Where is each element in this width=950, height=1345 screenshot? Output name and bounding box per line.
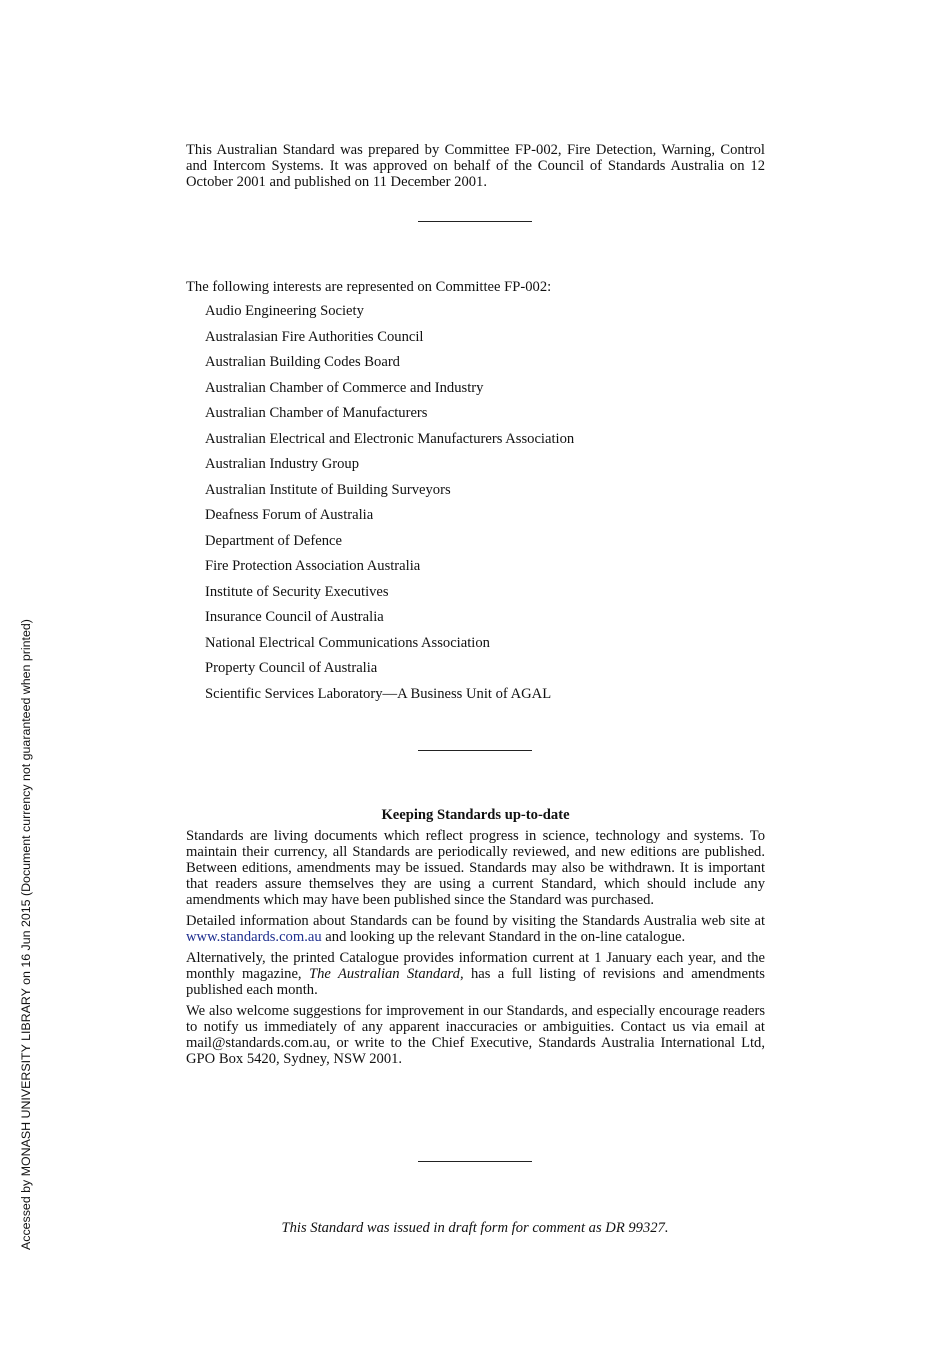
divider-rule: [418, 750, 532, 751]
committee-member: Scientific Services Laboratory—A Business Unit of AGAL: [205, 685, 552, 702]
committee-member: Department of Defence: [205, 532, 342, 549]
section-heading: Keeping Standards up-to-date: [381, 807, 570, 823]
committee-lead: The following interests are represented on Committee FP-002:: [186, 279, 552, 295]
committee-member: Deafness Forum of Australia: [205, 507, 374, 523]
divider-rule: [418, 1161, 532, 1162]
access-note: Accessed by MONASH UNIVERSITY LIBRARY on 16 Jun 2015 (Document currency not guaranteed when printed): [19, 619, 33, 1250]
paragraph-living-documents: Standards are living documents which reflect progress in science, technology and systems. To maintain their currency, all Standards are periodically reviewed, and new editions are published. Between editions, amendments may be issued. Standards may also be withdrawn. It is important that readers assure themselves they are using a current Standard, which should include any amendments which may have been published since the Standard was purchased.: [186, 828, 765, 908]
committee-interests: [186, 279, 765, 707]
text: Alternatively, the printed Catalogue provides information current at 1 January each year, and the monthly magazine,: [186, 950, 765, 982]
committee-member: Institute of Security Executives: [205, 583, 389, 600]
text: and looking up the relevant Standard in the on-line catalogue.: [321, 929, 686, 945]
access-watermark: [18, 598, 34, 1250]
draft-note: This Standard was issued in draft form for comment as DR 99327.: [281, 1220, 669, 1236]
committee-member: Insurance Council of Australia: [205, 609, 384, 625]
committee-member: Australian Institute of Building Surveyors: [205, 481, 451, 498]
paragraph-web-site: [186, 913, 765, 945]
paragraph-contact: We also welcome suggestions for improvement in our Standards, and especially encourage readers to notify us immediately of any apparent inaccuracies or ambiguities. Contact us via email at mail@standards.com.au, or write to the Chief Executive, Standards Australia International Ltd, GPO Box 5420, Sydney, NSW 2001.: [186, 1003, 765, 1067]
standards-website-link[interactable]: www.standards.com.au: [186, 929, 322, 945]
committee-member: Australian Chamber of Commerce and Industry: [205, 379, 484, 396]
committee-member: Audio Engineering Society: [205, 303, 364, 319]
text: Detailed information about Standards can be found by visiting the Standards Australia web site at: [186, 913, 765, 929]
committee-member: National Electrical Communications Association: [205, 634, 490, 651]
committee-member: Australian Building Codes Board: [205, 354, 400, 370]
committee-member: Australian Chamber of Manufacturers: [205, 405, 428, 421]
magazine-title: The Australian Standard: [308, 966, 460, 982]
paragraph-catalogue: [186, 950, 765, 998]
committee-member: Property Council of Australia: [205, 660, 378, 676]
keeping-standards-section: [186, 807, 765, 1072]
committee-member-list: [186, 299, 765, 707]
approval-statement: This Australian Standard was prepared by Committee FP-002, Fire Detection, Warning, Control and Intercom Systems. It was approved on behalf of the Council of Standards Australia on 12 October 2001 and published on 11 December 2001.: [186, 141, 765, 190]
committee-member: Fire Protection Association Australia: [205, 558, 421, 574]
text: , has a full listing of revisions and amendments published each month.: [186, 966, 765, 998]
committee-member: Australian Industry Group: [205, 456, 360, 472]
divider-rule: [418, 221, 532, 222]
committee-member: Australasian Fire Authorities Council: [205, 328, 424, 345]
committee-member: Australian Electrical and Electronic Manufacturers Association: [205, 430, 575, 447]
